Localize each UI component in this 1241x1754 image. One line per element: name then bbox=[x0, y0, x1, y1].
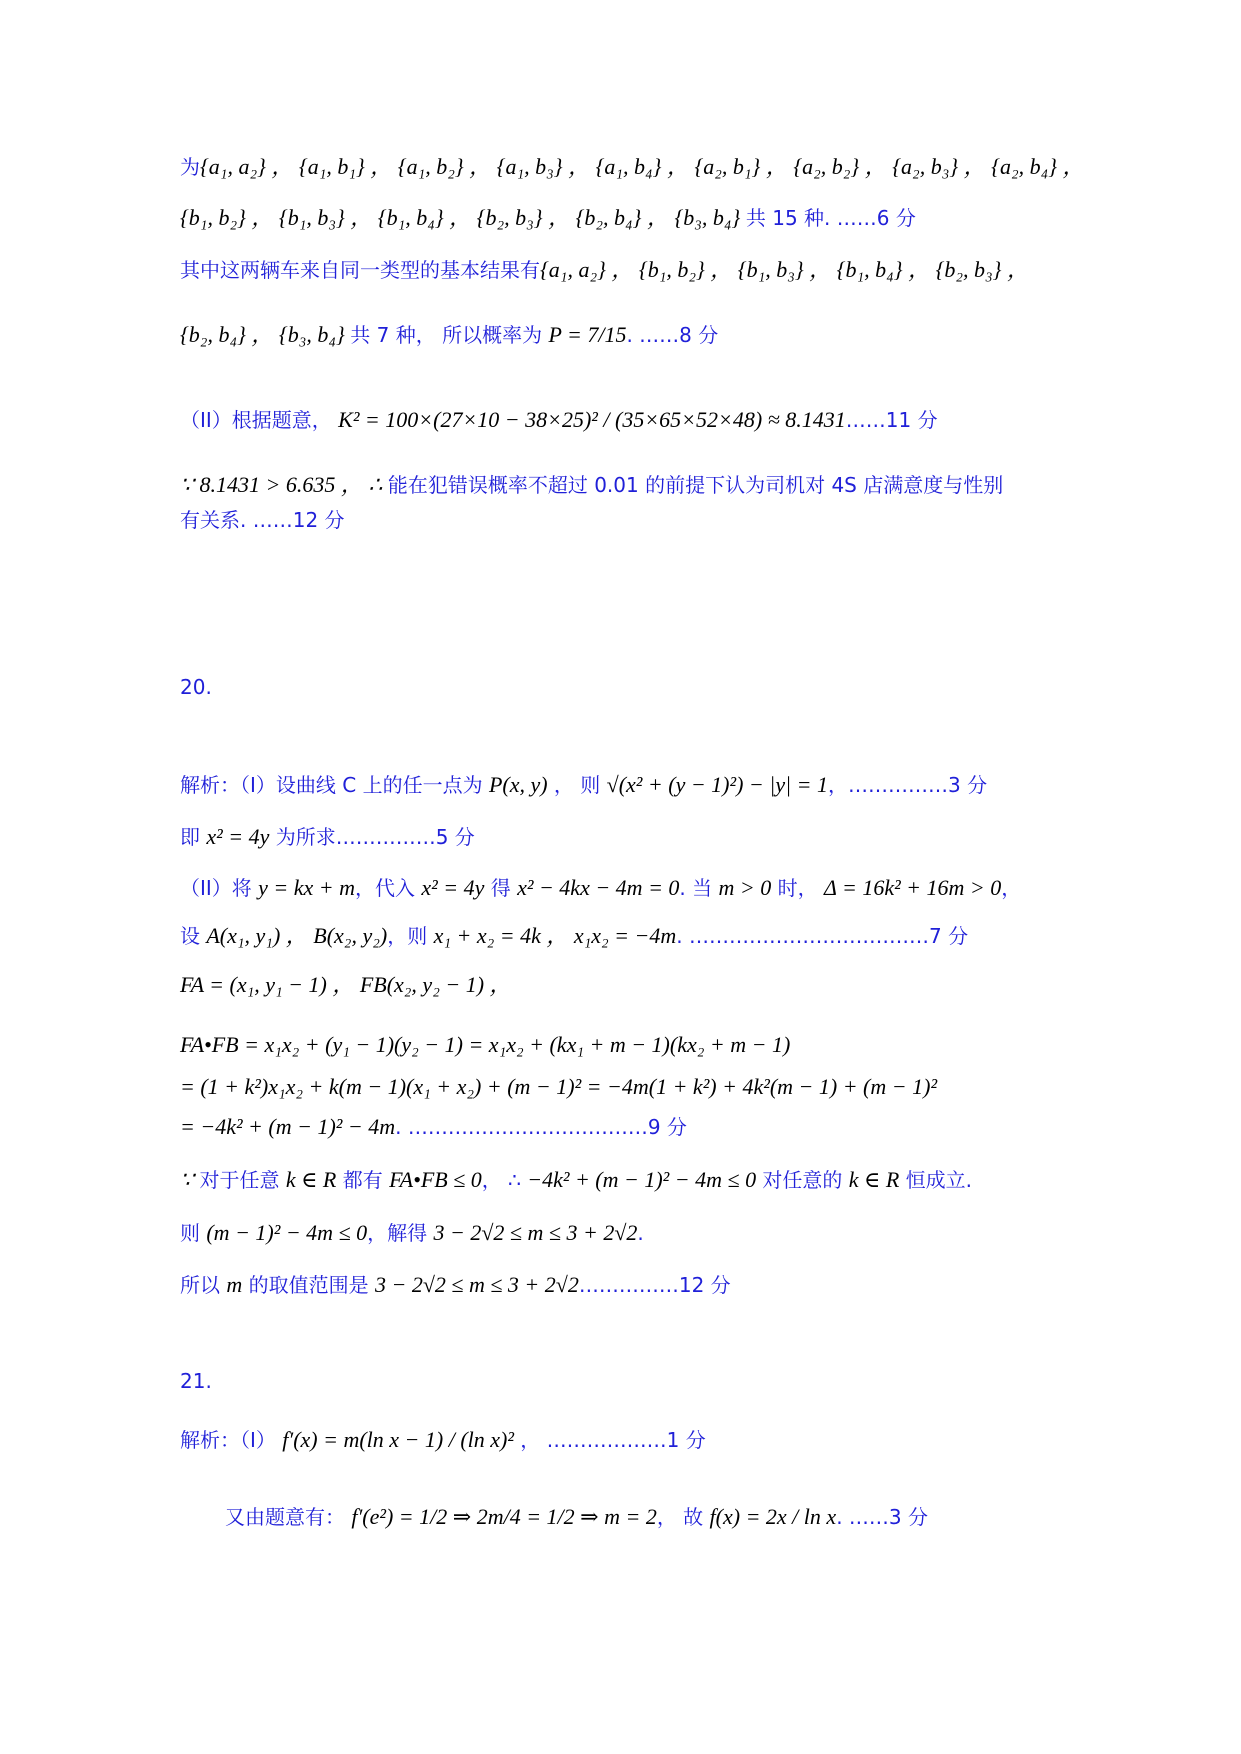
text-line bbox=[180, 822, 475, 852]
text-run: 即 bbox=[180, 825, 207, 849]
text-run: . bbox=[637, 1221, 644, 1245]
text-run: . ………………………………9 分 bbox=[395, 1115, 687, 1139]
text-run: ，解得 bbox=[367, 1221, 434, 1245]
text-run: . 当 bbox=[679, 876, 719, 900]
text-run: 其中这两辆车来自同一类型的基本结果有 bbox=[180, 258, 540, 282]
text-run: ， 则 bbox=[547, 773, 607, 797]
math-expression: {b₂, b₄} ， {b₃, b₄} bbox=[180, 322, 351, 347]
math-expression: k ∈ R bbox=[285, 1167, 337, 1192]
text-run: 解析：（I）设曲线 C 上的任一点为 bbox=[180, 773, 489, 797]
math-expression: = (1 + k²)x₁x₂ + k(m − 1)(x₁ + x₂) + (m − 1)² = −4m(1 + k²) + 4k²(m − 1) + (m − 1)² bbox=[180, 1074, 938, 1099]
text-line bbox=[225, 1502, 928, 1532]
math-expression: {a₁, a₂} ， {b₁, b₂} ， {b₁, b₃} ， {b₁, b₄} ， {b₂, b₃} ， bbox=[540, 257, 1029, 282]
text-run: ……11 分 bbox=[845, 408, 938, 432]
math-expression: FA = (x₁, y₁ − 1) ， FB(x₂, y₂ − 1) ， bbox=[180, 972, 512, 997]
text-line bbox=[180, 1425, 706, 1455]
math-expression: P = 7/15 bbox=[548, 322, 627, 347]
math-expression: (m − 1)² − 4m ≤ 0 bbox=[206, 1220, 368, 1245]
text-line bbox=[180, 873, 1021, 903]
text-run: 为所求……………5 分 bbox=[269, 825, 475, 849]
text-line bbox=[180, 672, 212, 702]
text-run: . ……8 分 bbox=[626, 323, 719, 347]
text-run: 时， bbox=[771, 876, 824, 900]
text-run: 对于任意 bbox=[199, 1168, 286, 1192]
text-run: 解析：（Ⅰ） bbox=[180, 1428, 283, 1452]
math-expression: 3 − 2√2 ≤ m ≤ 3 + 2√2 bbox=[374, 1272, 579, 1297]
math-expression: y = kx + m bbox=[258, 875, 356, 900]
math-expression: k ∈ R bbox=[848, 1167, 900, 1192]
text-run: . ………………………………7 分 bbox=[676, 924, 969, 948]
math-expression: A(x₁, y₁) ， B(x₂, y₂) bbox=[206, 923, 388, 948]
text-line bbox=[180, 770, 987, 800]
text-run: ， ………………1 分 bbox=[513, 1428, 706, 1452]
math-expression: f(x) = 2x / ln x bbox=[709, 1504, 837, 1529]
text-line bbox=[180, 470, 1003, 500]
text-line bbox=[180, 1366, 212, 1396]
math-expression: = −4k² + (m − 1)² − 4m bbox=[180, 1114, 396, 1139]
text-run: ， bbox=[1001, 876, 1022, 900]
math-expression: K² = 100×(27×10 − 38×25)² / (35×65×52×48) ≈ 8.1431 bbox=[338, 407, 846, 432]
text-run: 设 bbox=[180, 924, 207, 948]
text-run: 对任意的 bbox=[756, 1168, 849, 1192]
math-expression: x² = 4y bbox=[421, 875, 485, 900]
text-line bbox=[180, 1165, 972, 1195]
math-expression: f′(e²) = 1/2 ⇒ 2m/4 = 1/2 ⇒ m = 2 bbox=[351, 1504, 657, 1529]
text-run: 则 bbox=[180, 1221, 207, 1245]
math-expression: FA•FB ≤ 0 bbox=[389, 1167, 482, 1192]
text-run: 得 bbox=[484, 876, 518, 900]
text-line bbox=[180, 152, 1085, 182]
text-run: （II）将 bbox=[180, 876, 259, 900]
text-run: . ……3 分 bbox=[836, 1505, 928, 1529]
text-run: ， 故 bbox=[656, 1505, 710, 1529]
text-run: ，……………3 分 bbox=[827, 773, 988, 797]
text-line bbox=[180, 1112, 687, 1142]
math-expression: {a₁, a₂} ， {a₁, b₁} ， {a₁, b₂} ， {a₁, b₃} ， {a₁, b₄} ， {a₂, b₁} ， {a₂, b₂} ， {a₂, b₃} ， {a₂, b₄} ， bbox=[200, 154, 1085, 179]
question-number: 20. bbox=[180, 675, 212, 699]
math-expression: x² = 4y bbox=[206, 824, 270, 849]
math-expression: {b₁, b₂} ， {b₁, b₃} ， {b₁, b₄} ， {b₂, b₃} ， {b₂, b₄} ， {b₃, b₄} bbox=[180, 205, 746, 230]
math-expression: P(x, y) bbox=[488, 772, 548, 797]
text-line bbox=[180, 505, 345, 535]
math-expression: ∵ bbox=[180, 1167, 200, 1192]
text-line bbox=[180, 1218, 644, 1248]
text-run: 有关系. ……12 分 bbox=[180, 508, 345, 532]
text-line bbox=[180, 405, 938, 435]
text-run: 共 15 种. ……6 分 bbox=[745, 206, 916, 230]
text-run: ，则 bbox=[387, 924, 434, 948]
text-run: ……………12 分 bbox=[578, 1273, 731, 1297]
text-line bbox=[180, 970, 512, 1000]
math-expression: x₁ + x₂ = 4k ， x₁x₂ = −4m bbox=[433, 923, 677, 948]
math-expression: FA•FB = x₁x₂ + (y₁ − 1)(y₂ − 1) = x₁x₂ + (kx₁ + m − 1)(kx₂ + m − 1) bbox=[180, 1032, 791, 1057]
text-line bbox=[180, 1030, 790, 1060]
text-run: 为 bbox=[180, 155, 200, 179]
text-run: 又由题意有： bbox=[225, 1505, 352, 1529]
math-expression: m > 0 bbox=[718, 875, 772, 900]
text-run: ，代入 bbox=[355, 876, 422, 900]
text-run: ， ∴ bbox=[481, 1168, 528, 1192]
text-run: 能在犯错误概率不超过 0.01 的前提下认为司机对 4S 店满意度与性别 bbox=[387, 473, 1004, 497]
text-run: 共 7 种， 所以概率为 bbox=[350, 323, 549, 347]
math-expression: Δ = 16k² + 16m > 0 bbox=[823, 875, 1002, 900]
math-expression: −4k² + (m − 1)² − 4m ≤ 0 bbox=[527, 1167, 757, 1192]
text-line bbox=[180, 1072, 937, 1102]
text-line bbox=[180, 320, 718, 350]
text-run: 恒成立. bbox=[899, 1168, 973, 1192]
math-expression: m bbox=[226, 1272, 243, 1297]
text-run: （II）根据题意， bbox=[180, 408, 339, 432]
math-expression: √(x² + (y − 1)²) − |y| = 1 bbox=[606, 772, 828, 797]
text-run: 所以 bbox=[180, 1273, 227, 1297]
text-line bbox=[180, 921, 968, 951]
text-line bbox=[180, 255, 1029, 285]
text-line bbox=[180, 203, 916, 233]
math-expression: ∵ 8.1431 > 6.635 ， ∴ bbox=[180, 472, 388, 497]
text-line bbox=[180, 1270, 731, 1300]
math-expression: 3 − 2√2 ≤ m ≤ 3 + 2√2 bbox=[433, 1220, 638, 1245]
math-expression: f′(x) = m(ln x − 1) / (ln x)² bbox=[282, 1427, 514, 1452]
text-run: 的取值范围是 bbox=[242, 1273, 375, 1297]
math-expression: x² − 4kx − 4m = 0 bbox=[517, 875, 680, 900]
text-run: 都有 bbox=[336, 1168, 390, 1192]
question-number: 21. bbox=[180, 1369, 212, 1393]
